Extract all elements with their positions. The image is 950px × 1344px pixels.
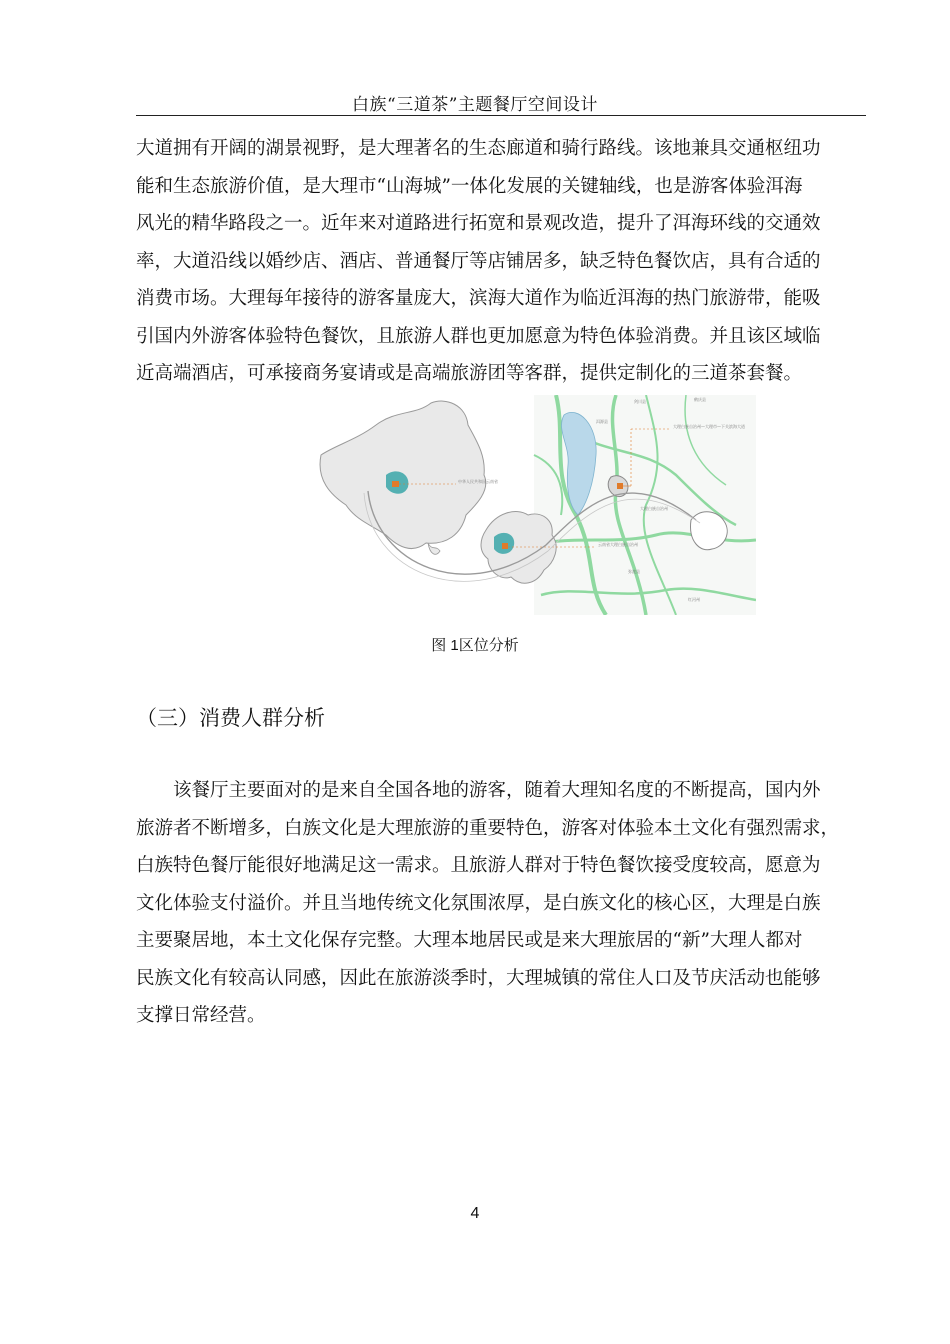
svg-text:中华人民共和国云南省: 中华人民共和国云南省 bbox=[458, 479, 498, 484]
section-heading: （三）消费人群分析 bbox=[136, 706, 325, 730]
paragraph-line: 该餐厅主要面对的是来自全国各地的游客，随着大理知名度的不断提高，国内外 bbox=[136, 780, 821, 801]
svg-text:大理白族自治州—大理市—下关滨海大道: 大理白族自治州—大理市—下关滨海大道 bbox=[673, 424, 745, 429]
svg-text:红河州: 红河州 bbox=[688, 597, 700, 602]
paragraph-line: 民族文化有较高认同感，因此在旅游淡季时，大理城镇的常住人口及节庆活动也能够 bbox=[136, 967, 821, 989]
header-divider bbox=[136, 115, 866, 116]
body-paragraph-2 bbox=[136, 772, 852, 1035]
svg-text:剑川县: 剑川县 bbox=[634, 399, 646, 404]
svg-text:大理白族自治州: 大理白族自治州 bbox=[640, 506, 668, 511]
svg-text:弥渡县: 弥渡县 bbox=[628, 569, 640, 574]
paragraph-line: 近高端酒店，可承接商务宴请或是高端旅游团等客群，提供定制化的三道茶套餐。 bbox=[136, 363, 803, 384]
paragraph-line: 消费市场。大理每年接待的游客量庞大，滨海大道作为临近洱海的热门旅游带，能吸 bbox=[136, 288, 821, 309]
body-paragraph-1 bbox=[136, 130, 852, 393]
location-marker bbox=[617, 483, 623, 489]
location-marker bbox=[392, 481, 399, 487]
figure-caption: 图 1区位分析 bbox=[431, 637, 519, 654]
location-analysis-figure bbox=[316, 395, 756, 615]
paragraph-line: 主要聚居地，本土文化保存完整。大理本地居民或是来大理旅居的“新”大理人都对 bbox=[136, 930, 803, 951]
paragraph-line: 能和生态旅游价值，是大理市“山海城”一体化发展的关键轴线，也是游客体验洱海 bbox=[136, 175, 803, 197]
svg-text:云南省大理白族自治州: 云南省大理白族自治州 bbox=[598, 542, 638, 547]
city-outline-map bbox=[691, 512, 728, 550]
paragraph-line: 大道拥有开阔的湖景视野，是大理著名的生态廊道和骑行路线。该地兼具交通枢纽功 bbox=[136, 138, 821, 159]
paragraph-line: 支撑日常经营。 bbox=[136, 1005, 266, 1026]
location-marker bbox=[502, 543, 508, 549]
page-number: 4 bbox=[470, 1205, 480, 1222]
paragraph-line: 文化体验支付溢价。并且当地传统文化氛围浓厚，是白族文化的核心区，大理是白族 bbox=[136, 892, 821, 914]
svg-text:鹤庆县: 鹤庆县 bbox=[694, 397, 706, 402]
paragraph-line: 率，大道沿线以婚纱店、酒店、普通餐厅等店铺居多，缺乏特色餐饮店，具有合适的 bbox=[136, 250, 821, 272]
svg-text:洱源县: 洱源县 bbox=[596, 419, 608, 424]
location-map-illustration bbox=[316, 395, 756, 615]
running-header-title: 白族“三道茶”主题餐厅空间设计 bbox=[352, 95, 598, 115]
paragraph-line: 白族特色餐厅能很好地满足这一需求。且旅游人群对于特色餐饮接受度较高，愿意为 bbox=[136, 855, 821, 876]
paragraph-line: 引国内外游客体验特色餐饮，且旅游人群也更加愿意为特色体验消费。并且该区域临 bbox=[136, 325, 821, 347]
paragraph-line: 风光的精华路段之一。近年来对道路进行拓宽和景观改造，提升了洱海环线的交通效 bbox=[136, 213, 821, 234]
paragraph-line: 旅游者不断增多，白族文化是大理旅游的重要特色，游客对体验本土文化有强烈需求， bbox=[136, 817, 840, 839]
